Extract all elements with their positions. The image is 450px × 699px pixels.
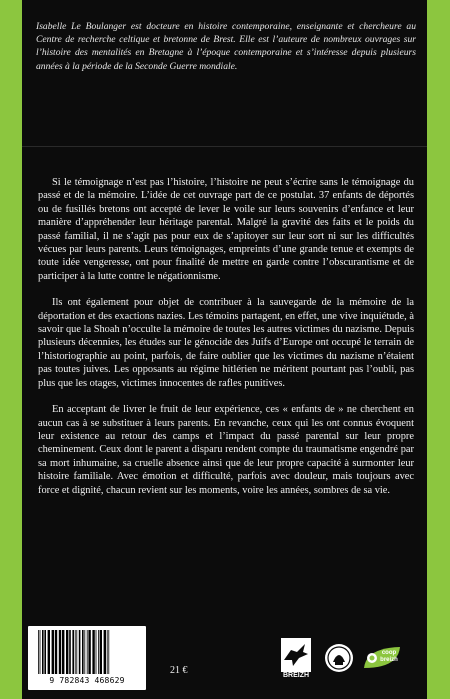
barcode-bar [100, 630, 102, 674]
blurb-paragraph-1: Si le témoignage n’est pas l’histoire, l’histoire ne peut s’écrire sans le témoignage du passé et de la mémoire. L’idée de cet ouvrage part de ce postulat. 37 enfants de déportés ou de fusillés bretons ont accepté de lever le voile sur leurs souvenirs d’enfance et leur manière d’appréhender leur héritage parental. Malgré la gravité des faits et le poids du passé familial, il ne s’agit pas pour eux de s’apitoyer sur leur sort ni sur les difficultés vécues par leurs parents. Leurs témoignages, empreints d’une grande tenue et exempts de toute idée vengeresse, ont pour finalité de mettre en garde contre l’obscurantisme et de participer à la lutte contre le négationnisme. [38, 177, 414, 282]
publisher-logo [281, 638, 311, 684]
coop-breizh-logo [362, 644, 404, 672]
blurb-paragraph-3: En acceptant de livrer le fruit de leur expérience, ces « enfants de » ne cherchent en aucun cas à se substituer à leurs parents. En revanche, ceux qui les ont connus évoquent leur existence au retour des camps et l’impact du passé parental sur leur propre cheminement. Ceux dont le parent a disparu rendent compte du traumatisme engendré par sa mort inhumaine, sa cruelle absence ainsi que de leur propre capacité à surmonter leur histoire familiale. Avec émotion et difficulté, parfois avec douleur, mais toujours avec force et dignité, chacun revient sur les moments, voire les années, sombres de sa vie. [38, 404, 414, 496]
barcode-bar [107, 630, 108, 674]
barcode-bar [87, 630, 88, 674]
price: 21 € [170, 665, 188, 676]
barcode-bar [92, 630, 94, 674]
barcode-bar [96, 630, 97, 674]
barcode-bar [42, 630, 44, 674]
barcode-bar [66, 630, 68, 674]
blurb [38, 176, 414, 510]
barcode-bar [72, 630, 74, 674]
barcode-bar [108, 630, 109, 674]
barcode-bars [36, 630, 138, 674]
barcode-bar [38, 630, 39, 674]
barcode-bar [59, 630, 61, 674]
barcode-bar [69, 630, 71, 674]
barcode-bar [84, 630, 85, 674]
seal-icon [323, 640, 355, 680]
barcode-bar [79, 630, 81, 674]
coop-logo-label: coop breizh [380, 650, 398, 663]
barcode-bar [48, 630, 50, 674]
barcode-bar [55, 630, 57, 674]
barcode-bar [82, 630, 84, 674]
divider [22, 146, 427, 147]
barcode-bar [44, 630, 46, 674]
barcode-bar [76, 630, 77, 674]
barcode-bar [62, 630, 64, 674]
back-cover-panel [22, 0, 427, 699]
barcode-bar [40, 630, 41, 674]
blurb-paragraph-2: Ils ont également pour objet de contribuer à la sauvegarde de la mémoire de la déportation et des exactions nazies. Les témoins partagent, en effet, une vive inquiétude, à savoir que la Shoah n’occulte la mémoire de toutes les autres victimes du nazisme. Depuis plusieurs décennies, les études sur le génocide des Juifs d’Europe ont occupé le terrain de l’historiographie au point, parfois, de faire oublier que les victimes du nazisme n’étaient pas toutes juives. Les opposants au régime hitlérien ne méritent pourtant pas l’oubli, pas plus que les otages, victimes innocentes de rafles punitives. [38, 297, 414, 389]
barcode-bar [98, 630, 99, 674]
barcode-bar [52, 630, 54, 674]
bird-icon [281, 638, 311, 672]
barcode-bar [104, 630, 106, 674]
publisher-logo-label: BREIZH [282, 672, 310, 679]
barcode-bar [88, 630, 90, 674]
author-bio: Isabelle Le Boulanger est docteure en histoire contemporaine, enseignante et chercheure au Centre de recherche celtique et bretonne de Brest. Elle est l’auteure de nombreux ouvrages sur l’histoire des mentalités en Bretagne à l’époque contemporaine et s’intéresse depuis plusieurs années à la période de la Seconde Guerre mondiale. [36, 21, 416, 72]
barcode-digits: 9 782843 468629 [49, 676, 125, 685]
seal-logo [323, 640, 355, 680]
isbn-barcode [28, 626, 146, 690]
barcode-bar [75, 630, 76, 674]
